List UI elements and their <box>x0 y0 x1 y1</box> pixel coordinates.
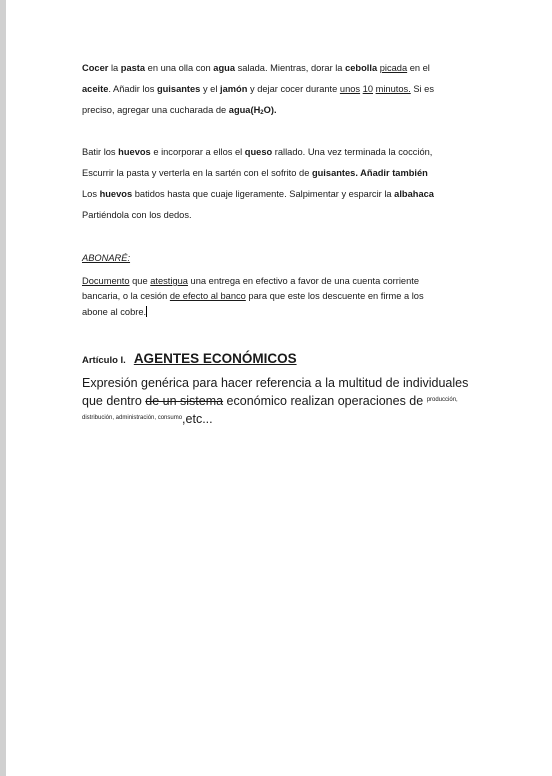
text: rallado. Una vez terminada la cocción, <box>272 147 433 157</box>
text: Los <box>82 189 100 199</box>
bold-word: guisantes <box>156 84 201 94</box>
text: Batir los <box>82 147 119 157</box>
underlined-word: unos <box>339 84 361 94</box>
paragraph-2-line-3[interactable] <box>82 189 434 199</box>
bold-word: pasta <box>120 63 146 73</box>
text: salada. Mientras, dorar la <box>235 63 346 73</box>
text: Partiéndola con los dedos. <box>82 210 192 220</box>
text: preciso, agregar una cucharada de <box>82 105 229 115</box>
body-line-1[interactable] <box>82 376 468 390</box>
strikethrough-text: de un sistema <box>145 394 224 408</box>
bold-word: huevos <box>99 189 133 199</box>
underlined-word: picada <box>379 63 408 73</box>
bold-word: jamón <box>220 84 248 94</box>
text: y el <box>200 84 220 94</box>
underlined-word: atestigua <box>150 276 188 286</box>
text: Si es <box>410 84 435 94</box>
bold-word: guisantes. Añadir también <box>311 168 428 178</box>
text: para que este los descuente en firme a los <box>245 291 424 301</box>
bold-word: O). <box>263 105 277 115</box>
text: abone al cobre. <box>82 307 147 317</box>
text-cursor <box>146 306 147 317</box>
paragraph-1-line-1[interactable] <box>82 63 430 73</box>
paragraph-2-line-1[interactable] <box>82 147 432 157</box>
bold-word: agua <box>213 63 235 73</box>
bold-word: cebolla <box>345 63 378 73</box>
text: una entrega en efectivo a favor de una cuenta corriente <box>187 276 419 286</box>
paragraph-2-line-4[interactable] <box>82 210 192 220</box>
bold-word: huevos <box>118 147 151 157</box>
text: la <box>108 63 121 73</box>
text: en el <box>407 63 430 73</box>
paragraph-2-line-2[interactable] <box>82 168 428 178</box>
abonare-line-3[interactable] <box>82 306 147 317</box>
text: que <box>129 276 151 286</box>
body-line-3[interactable] <box>82 412 213 426</box>
text: y dejar cocer durante <box>247 84 340 94</box>
article-title: AGENTES ECONÓMICOS <box>133 351 297 366</box>
body-line-2[interactable] <box>82 394 458 408</box>
text: ,etc... <box>182 412 213 426</box>
text: bancaria, o la cesión <box>82 291 170 301</box>
tiny-text: producción, <box>426 397 458 403</box>
underlined-word: 10 <box>362 84 374 94</box>
underlined-word: minutos. <box>375 84 411 94</box>
abonare-line-2[interactable] <box>82 291 424 301</box>
text: en una olla con <box>145 63 214 73</box>
text: Expresión genérica para hacer referencia a la multitud de individuales <box>82 376 469 390</box>
bold-word: agua(H <box>228 105 261 115</box>
article-label: Artículo I. <box>82 355 126 366</box>
tiny-text: distribución, administración, consumo <box>82 415 183 421</box>
text: batidos hasta que cuaje ligeramente. Salpimentar y esparcir la <box>132 189 395 199</box>
text: . Añadir los <box>108 84 157 94</box>
abonare-title[interactable] <box>82 253 130 263</box>
article-heading[interactable] <box>82 350 297 368</box>
text: e incorporar a ellos el <box>150 147 245 157</box>
underlined-phrase: de efecto al banco <box>169 291 246 301</box>
document-page[interactable] <box>6 0 552 776</box>
abonare-line-1[interactable] <box>82 276 419 286</box>
section-title: ABONARÉ: <box>82 253 131 263</box>
text: Escurrir la pasta y verterla en la sartén con el sofrito de <box>82 168 312 178</box>
bold-word: albahaca <box>394 189 434 199</box>
underlined-word: Documento <box>82 276 130 286</box>
text: que dentro <box>82 394 146 408</box>
bold-word: aceite <box>82 84 109 94</box>
subscript: 2 <box>260 110 264 116</box>
text: económico realizan operaciones de <box>223 394 427 408</box>
bold-word: Cocer <box>82 63 109 73</box>
bold-word: queso <box>244 147 273 157</box>
paragraph-1-line-2[interactable] <box>82 84 434 94</box>
paragraph-1-line-3[interactable] <box>82 105 277 116</box>
